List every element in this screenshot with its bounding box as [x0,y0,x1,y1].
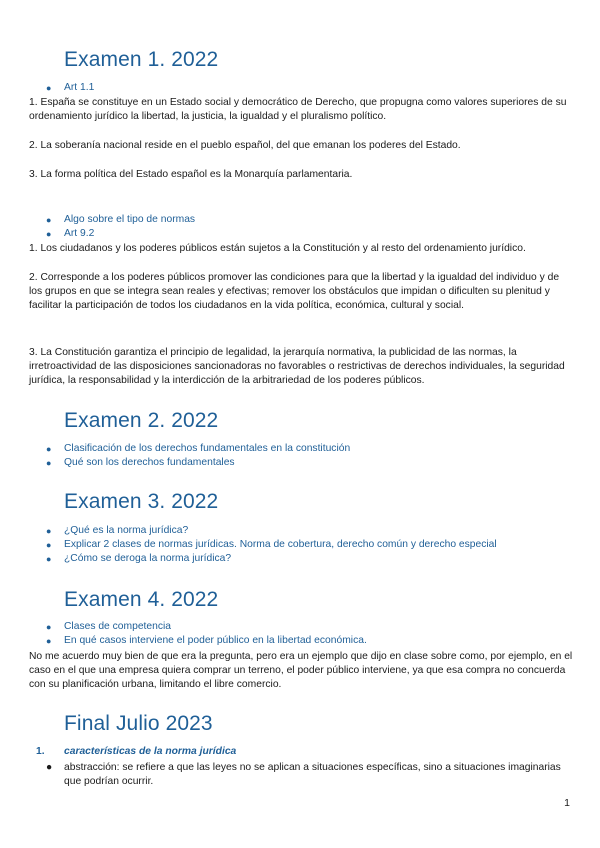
art11-paragraph-2: 2. La soberanía nacional reside en el pueblo español, del que emanan los poderes del Estado. [29,140,461,151]
bullet-icon: ● [46,83,52,93]
list-item: ● Clases de competencia [46,621,172,632]
final-numbered-item [36,745,236,759]
list-item: ● Algo sobre el tipo de normas [46,214,196,225]
bullet-icon: ● [46,458,52,468]
exam1-bullet-list-b [0,213,195,241]
exam3-bullet-list [0,524,497,566]
section-heading-exam2: Examen 2. 2022 [64,409,219,432]
final-sub-bullet: ● abstracción: se refiere a que las leyes no se aplican a situaciones específicas, sino a situaciones imaginarias que podrían ocurrir. [46,762,561,788]
list-item: ● Explicar 2 clases de normas jurídicas. Norma de cobertura, derecho común y derecho especial [46,539,497,550]
exam2-bullet-list [0,442,350,470]
exam1-bullet-list-a [0,81,94,95]
bullet-icon: ● [46,622,52,632]
item-number: 1. [36,746,45,757]
art11-paragraph-3: 3. La forma política del Estado español es la Monarquía parlamentaria. [29,169,353,180]
list-item: ● ¿Cómo se deroga la norma jurídica? [46,553,232,564]
section-heading-exam3: Examen 3. 2022 [64,490,219,513]
list-item: ● ¿Qué es la norma jurídica? [46,525,189,536]
art9-paragraph-1: 1. Los ciudadanos y los poderes públicos están sujetos a la Constitución y al resto del ordenamiento jurídico. [29,243,526,254]
list-item: ● Qué son los derechos fundamentales [46,457,235,468]
bullet-icon: ● [46,636,52,646]
section-heading-exam1: Examen 1. 2022 [64,48,219,71]
exam4-note: No me acuerdo muy bien de que era la pregunta, pero era un ejemplo que dijo en clase sobre como, por ejemplo, en el caso en el que una empresa quiera comprar un terreno, el poder público interviene, ya que esa compra no concuerda con su planificación urbana, limitando el libre comercio. [29,651,573,691]
list-item: ● Clasificación de los derechos fundamentales en la constitución [46,443,351,454]
page-number: 1 [564,797,570,809]
list-item: ● Art 1.1 [46,82,95,93]
item-title: características de la norma jurídica [64,746,237,757]
list-item: ● En qué casos interviene el poder público en la libertad económica. [46,635,367,646]
section-heading-exam4: Examen 4. 2022 [64,588,219,611]
exam4-bullet-list [0,620,367,648]
art9-paragraph-3: 3. La Constitución garantiza el principio de legalidad, la jerarquía normativa, la publicidad de las normas, la irretroactividad de las disposiciones sancionadoras no favorables o restrictivas de derechos individuales, la seguridad jurídica, la responsabilidad y la interdicción de la arbitrariedad de los poderes públicos. [29,347,565,387]
bullet-icon: ● [46,444,52,454]
bullet-icon: ● [46,540,52,550]
art9-paragraph-2: 2. Corresponde a los poderes públicos promover las condiciones para que la libertad y la igualdad del individuo y de los grupos en que se integra sean reales y efectivas; remover los obstáculos que impidan o dificulten su plenitud y facilitar la participación de todos los ciudadanos en la vida política, económica, cultural y social. [29,272,560,312]
bullet-icon: ● [46,554,52,564]
art11-paragraph-1: 1. España se constituye en un Estado social y democrático de Derecho, que propugna como valores superiores de su ordenamiento jurídico la libertad, la justicia, la igualdad y el pluralismo político. [29,97,567,123]
bullet-icon: ● [46,762,53,773]
bullet-icon: ● [46,229,52,239]
list-item: ● Art 9.2 [46,228,95,239]
bullet-icon: ● [46,526,52,536]
bullet-icon: ● [46,215,52,225]
section-heading-final: Final Julio 2023 [64,712,213,735]
